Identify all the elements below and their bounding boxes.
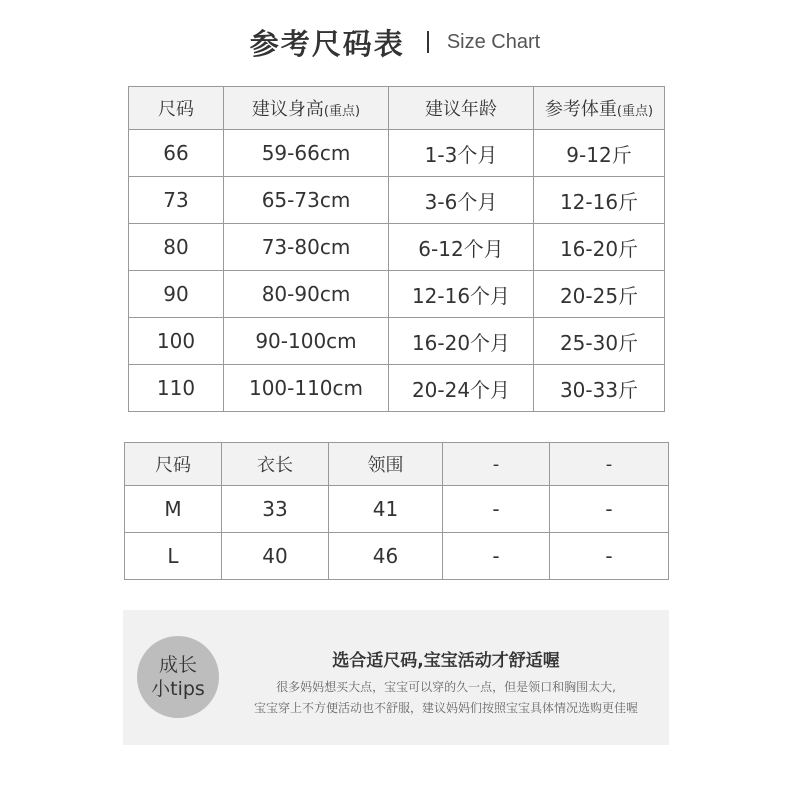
header-age: 建议年龄 [389, 87, 534, 130]
age-cell: 16-20个月 [389, 318, 534, 365]
neck-cell: 41 [329, 486, 443, 533]
height-cell: 73-80cm [224, 224, 389, 271]
header-empty: - [443, 443, 550, 486]
size-cell: 80 [129, 224, 224, 271]
neck-cell: 46 [329, 533, 443, 580]
weight-cell: 30-33斤 [534, 365, 665, 412]
age-cell: 3-6个月 [389, 177, 534, 224]
page-subtitle: Size Chart [446, 30, 541, 53]
size-cell: 66 [129, 130, 224, 177]
table-row [129, 365, 665, 412]
table-row [129, 318, 665, 365]
page-title: 参考尺码表 [249, 26, 405, 61]
header-size: 尺码 [125, 443, 222, 486]
header-neck: 领围 [329, 443, 443, 486]
size-cell: 73 [129, 177, 224, 224]
age-cell: 20-24个月 [389, 365, 534, 412]
weight-cell: 25-30斤 [534, 318, 665, 365]
weight-cell: 12-16斤 [534, 177, 665, 224]
height-cell: 90-100cm [224, 318, 389, 365]
header-size: 尺码 [129, 87, 224, 130]
header [0, 18, 790, 66]
header-empty: - [550, 443, 669, 486]
size-cell: 90 [129, 271, 224, 318]
header-weight-note: (重点) [616, 104, 654, 119]
height-cell: 65-73cm [224, 177, 389, 224]
title-divider [427, 31, 429, 53]
empty-cell: - [550, 486, 669, 533]
header-height-note: (重点) [323, 104, 361, 119]
tips-panel [123, 610, 669, 745]
tips-text-line: 很多妈妈想买大点，宝宝可以穿的久一点，但是领口和胸围太大, [276, 680, 616, 694]
table-row [129, 224, 665, 271]
table-row [129, 130, 665, 177]
header-weight: 参考体重(重点) [534, 87, 665, 130]
size-cell: M [125, 486, 222, 533]
weight-cell: 20-25斤 [534, 271, 665, 318]
table-row [129, 271, 665, 318]
table-row [125, 533, 669, 580]
size-table [128, 86, 665, 412]
weight-cell: 9-12斤 [534, 130, 665, 177]
table-row [125, 486, 669, 533]
height-cell: 59-66cm [224, 130, 389, 177]
size-cell: 110 [129, 365, 224, 412]
length-cell: 40 [222, 533, 329, 580]
empty-cell: - [443, 533, 550, 580]
tips-headline: 选合适尺码,宝宝活动才舒适喔 [332, 651, 560, 671]
tips-text-line: 宝宝穿上不方便活动也不舒服，建议妈妈们按照宝宝具体情况选购更佳喔 [253, 701, 638, 715]
header-length: 衣长 [222, 443, 329, 486]
size-cell: 100 [129, 318, 224, 365]
length-cell: 33 [222, 486, 329, 533]
table-row [129, 177, 665, 224]
empty-cell: - [443, 486, 550, 533]
measure-table [124, 442, 669, 580]
height-cell: 100-110cm [224, 365, 389, 412]
size-cell: L [125, 533, 222, 580]
tips-badge-line1: 成长 [158, 654, 197, 676]
size-table-header [129, 87, 665, 130]
weight-cell: 16-20斤 [534, 224, 665, 271]
age-cell: 12-16个月 [389, 271, 534, 318]
header-height: 建议身高(重点) [224, 87, 389, 130]
height-cell: 80-90cm [224, 271, 389, 318]
tips-badge [137, 636, 219, 718]
tips-badge-line2: 小tips [151, 678, 205, 700]
empty-cell: - [550, 533, 669, 580]
measure-table-header [125, 443, 669, 486]
age-cell: 1-3个月 [389, 130, 534, 177]
age-cell: 6-12个月 [389, 224, 534, 271]
